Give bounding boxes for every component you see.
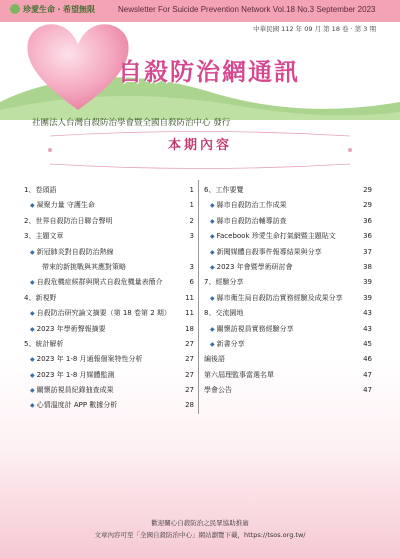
toc-entry-text: 自殺危機症候群與開式自殺危機量表簡介 [36,278,163,287]
toc-entry-text: 縣市自殺防治輔導訪查 [216,216,287,225]
toc-entry [24,183,194,198]
toc-entry-page: 18 [185,324,194,333]
toc-entry-text: 關懷訪視員紀錄抽查成果 [36,386,114,395]
toc-entry-label [210,260,293,275]
bullet-icon: ◆ [210,325,215,333]
toc-entry-text: 2、世界自殺防治日聯合聲明 [24,216,113,225]
toc-entry-text: Facebook 珍愛生命打氣網暨主題貼文 [216,232,336,241]
toc-entry [24,352,194,367]
toc-entry [204,245,372,260]
toc-entry [204,368,372,383]
brand-slogan: 珍愛生命・希望無限 [23,5,95,14]
bullet-icon: ◆ [210,263,215,271]
toc-entry-label [30,368,115,383]
newsletter-title: Newsletter For Suicide Prevention Network Vol.18 No.3 September 2023 [118,5,376,14]
toc-entry-page: 38 [363,262,372,271]
toc-entry-page: 47 [363,386,372,395]
toc-entry [204,198,372,213]
toc-entry-text: 關懷訪視員實務經驗分享 [216,324,294,333]
toc-entry-page: 28 [185,401,194,410]
toc-entry-label [24,337,63,352]
toc-entry-label [24,229,63,244]
toc-entry [204,275,372,290]
toc-entry-label [30,352,143,367]
toc-entry-text: 新書分享 [216,339,245,348]
bullet-icon: ◆ [30,387,35,395]
toc-entry [24,245,194,260]
toc-right-column [204,183,372,398]
bullet-icon: ◆ [210,233,215,241]
toc-entry-page: 36 [363,216,372,225]
toc-entry [204,383,372,398]
toc-entry-label [210,229,336,244]
toc-entry-text: 新聞媒體自殺事件報導結果與分享 [216,247,322,256]
toc-entry-page: 27 [185,339,194,348]
issue-info: 中華民國 112 年 09 月 第 18 卷 · 第 3 期 [253,25,376,33]
toc-entry [24,214,194,229]
toc-entry [204,291,372,306]
toc-entry-text: 8、交流園地 [204,309,244,318]
toc-entry-page: 3 [189,262,194,271]
toc-entry [24,275,194,290]
publisher-line: 社團法人台灣自殺防治學會暨全國自殺防治中心 發行 [32,118,231,128]
toc-entry-text: 第六屆理監事當選名單 [204,370,274,379]
toc-entry [204,183,372,198]
bullet-icon: ◆ [30,248,35,256]
toc-entry-text: 縣市衛生局自殺防治實務經驗及成果分享 [216,293,343,302]
toc-entry [24,322,194,337]
toc-entry-text: 2023 年 1-8 月媒體監測 [36,370,115,379]
toc-entry-label [24,291,56,306]
footer [0,517,400,541]
toc-entry-text: 7、經驗分享 [204,278,244,287]
toc-entry-page: 2 [189,216,194,225]
bullet-icon: ◆ [30,310,35,318]
bullet-icon: ◆ [210,202,215,210]
toc-entry-label [24,214,112,229]
bullet-icon: ◆ [30,402,35,410]
toc-entry-text: 5、統計解析 [24,339,64,348]
toc-entry-text: 帶來的新挑戰與其應對策略 [42,262,126,271]
toc-entry-page: 27 [185,370,194,379]
toc-entry-text: 3、主題文章 [24,232,64,241]
toc-entry-page: 29 [363,201,372,210]
toc-entry [24,198,194,213]
toc-entry-label [204,275,243,290]
toc-entry-label [210,198,287,213]
toc-entry [204,352,372,367]
toc-entry-page: 47 [363,370,372,379]
toc-entry-text: 自殺防治研究論文摘要（第 18 卷第 2 期） [36,309,171,318]
toc-entry-page: 39 [363,293,372,302]
toc-entry-text: 編後語 [204,355,225,364]
toc-entry-label [30,306,171,321]
toc-entry-text: 2023 年會暨學術研討會 [216,262,293,271]
toc-entry-label [204,183,243,198]
footer-line-2: 文章內容可至「全國自殺防治中心」網站瀏覽下載，https://tsos.org.tw/ [94,531,306,539]
bullet-icon: ◆ [210,217,215,225]
bullet-icon: ◆ [30,356,35,364]
brand-logo [10,4,95,15]
toc-entry-page: 43 [363,324,372,333]
toc-entry [24,337,194,352]
toc-entry-page: 1 [189,186,194,194]
toc-entry-page: 3 [189,232,194,241]
bullet-icon: ◆ [30,279,35,287]
toc-entry-page: 27 [185,355,194,364]
toc-entry-label [30,275,163,290]
toc-entry-label [42,260,126,275]
toc-entry [24,368,194,383]
column-divider [198,180,199,414]
toc-entry-page: 43 [363,309,372,318]
toc-entry [204,322,372,337]
toc-entry-text: 2023 年 1-8 月通報個案特性分析 [36,355,143,364]
toc-entry [24,306,194,321]
toc-entry-label [204,383,232,398]
toc-entry-label [210,337,245,352]
toc-entry-label [24,183,56,198]
toc-entry-page: 29 [363,186,372,194]
leaf-icon [10,4,20,14]
toc-entry-page: 37 [363,247,372,256]
toc-entry-label [204,368,274,383]
toc-entry [204,260,372,275]
toc-title: 本期內容 [167,138,232,153]
toc-entry-text: 6、工作要覽 [204,186,244,194]
toc-entry-page: 11 [185,309,194,318]
toc-entry-text: 凝聚力量 守護生命 [36,201,95,210]
toc-entry [204,229,372,244]
toc-entry-label [210,214,287,229]
toc-left-column [24,183,194,414]
toc-entry-label [30,198,95,213]
toc-entry-label [210,245,322,260]
toc-entry [204,306,372,321]
toc-entry-text: 1、卷頭語 [24,186,57,194]
footer-line-1: 歡迎關心自殺防治之民眾協助推廣 [151,519,249,527]
bullet-icon: ◆ [210,294,215,302]
toc-entry-label [204,306,243,321]
toc-entry-page: 45 [363,339,372,348]
bullet-icon: ◆ [210,340,215,348]
toc-entry-label [210,291,343,306]
toc-entry-page: 39 [363,278,372,287]
toc-entry-text: 縣市自殺防治工作成果 [216,201,287,210]
toc-entry-text: 心情溫度計 APP 數據分析 [36,401,118,410]
toc-entry-text: 2023 年學術聲報摘要 [36,324,106,333]
toc-entry-text: 新冠肺炎對自殺防治熱線 [36,247,114,256]
toc-entry-label [30,322,106,337]
bullet-icon: ◆ [30,325,35,333]
toc-entry-label [204,352,225,367]
toc-entry-page: 36 [363,232,372,241]
toc-entry-label [210,322,294,337]
toc-entry [24,229,194,244]
toc-entry [24,260,194,275]
toc-entry [24,383,194,398]
toc-entry-label [30,398,117,413]
toc-entry-page: 27 [185,386,194,395]
toc-entry-label [30,245,114,260]
toc-entry-page: 1 [189,201,194,210]
bullet-icon: ◆ [30,202,35,210]
toc-entry [24,398,194,413]
toc-entry-label [30,383,114,398]
toc-entry-page: 6 [189,278,194,287]
toc-entry-page: 46 [363,355,372,364]
toc-entry [204,337,372,352]
toc-entry-text: 4、新視野 [24,293,57,302]
toc-entry [204,214,372,229]
bullet-icon: ◆ [210,248,215,256]
newsletter-masthead-title: 自殺防治網通訊 [118,57,300,86]
toc-entry-text: 學會公告 [204,386,232,395]
bullet-icon: ◆ [30,371,35,379]
toc-entry [24,291,194,306]
toc-entry-page: 11 [185,293,194,302]
